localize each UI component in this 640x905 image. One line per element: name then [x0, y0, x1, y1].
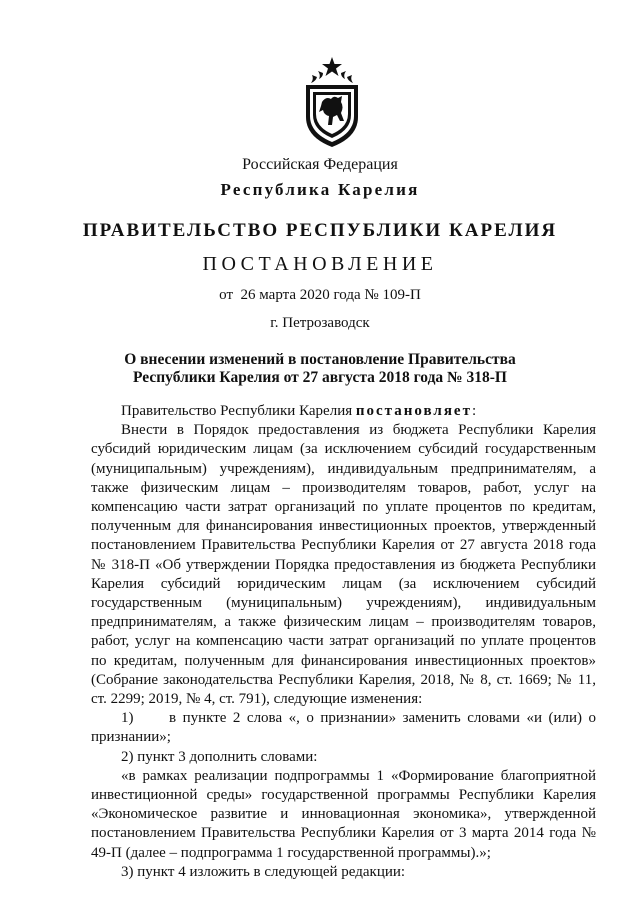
- list-item-3: 3) пункт 4 изложить в следующей редакции:: [121, 863, 406, 880]
- subject-line-1: О внесении изменений в постановление Правительства: [124, 351, 516, 368]
- list-item-2: 2) пункт 3 дополнить словами:: [121, 748, 318, 765]
- intro-verb: постановляет: [355, 403, 472, 419]
- intro-suffix: :: [471, 403, 477, 419]
- country-name: Российская Федерация: [242, 156, 398, 173]
- quoted-text: «в рамках реализации подпрограммы 1 «Формирование благоприятной инвестиционной среды» государственной программы Республики Карелия «Экономическое развитие и инновационная экономика», утвержденной постановлением Правительства Республики Карелия от 3 марта 2014 года № 49-П (далее – подпрограмма 1 государственной программы).»;: [91, 767, 596, 861]
- document-body: [91, 402, 596, 882]
- subject-line-2: Республики Карелия от 27 августа 2018 года № 318-П: [133, 369, 507, 386]
- intro-paragraph: [91, 402, 596, 421]
- list-item-1: [91, 709, 596, 747]
- main-paragraph: Внести в Порядок предоставления из бюджета Республики Карелия субсидий юридическим лицам (за исключением субсидий государственным (муниципальным) учреждениям), индивидуальным предпринимателям, а также физическим лицам – производителям товаров, работ, услуг на компенсацию части затрат организаций по уплате процентов по кредитам, полученным для финансирования инвестиционных проектов, утвержденный постановлением Правительства Республики Карелия от 27 августа 2018 года № 318-П «Об утверждении Порядка предоставления из бюджета Республики Карелия субсидий юридическим лицам (за исключением субсидий государственным (муниципальным) учреждениям), индивидуальным предпринимателям, а также физическим лицам – производителям товаров, работ, услуг на компенсацию части затрат организаций по уплате процентов по кредитам, полученным для финансирования инвестиционных проектов» (Собрание законодательства Республики Карелия, 2018, № 8, ст. 1669; № 11, ст. 2299; 2019, № 4, ст. 791), следующие изменения:: [91, 422, 596, 708]
- government-title: ПРАВИТЕЛЬСТВО РЕСПУБЛИКИ КАРЕЛИЯ: [82, 220, 558, 241]
- list-item-1-text: в пункте 2 слова «, о признании» заменить словами «и (или) о признании»;: [91, 710, 596, 746]
- republic-name: Республика Карелия: [220, 180, 420, 199]
- decree-subject: [0, 351, 640, 387]
- date-number-line: от 26 марта 2020 года № 109-П: [219, 287, 421, 303]
- document-type: ПОСТАНОВЛЕНИЕ: [202, 253, 438, 275]
- city-line: г. Петрозаводск: [270, 315, 370, 331]
- karelia-coat-of-arms-emblem: [300, 55, 364, 150]
- intro-prefix: Правительство Республики Карелия: [121, 403, 356, 419]
- list-item-1-number: 1): [121, 710, 134, 727]
